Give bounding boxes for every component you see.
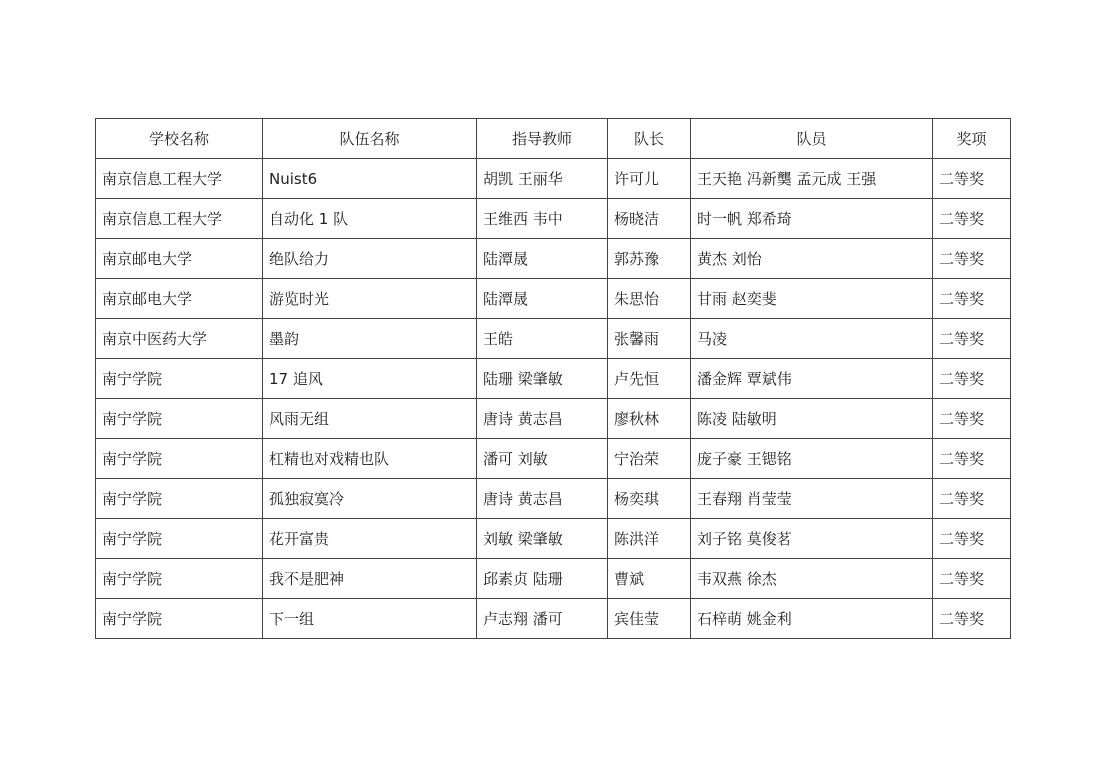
cell-school: 南宁学院 (96, 359, 263, 399)
cell-members: 黄杰 刘怡 (691, 239, 933, 279)
cell-coach: 胡凯 王丽华 (477, 159, 608, 199)
cell-captain: 廖秋林 (608, 399, 691, 439)
cell-coach: 唐诗 黄志昌 (477, 399, 608, 439)
cell-coach: 唐诗 黄志昌 (477, 479, 608, 519)
header-members: 队员 (691, 119, 933, 159)
cell-coach: 刘敏 梁肇敏 (477, 519, 608, 559)
cell-members: 甘雨 赵奕斐 (691, 279, 933, 319)
cell-team: 自动化 1 队 (263, 199, 477, 239)
cell-award: 二等奖 (933, 359, 1011, 399)
cell-coach: 卢志翔 潘可 (477, 599, 608, 639)
cell-coach: 王维西 韦中 (477, 199, 608, 239)
cell-members: 马凌 (691, 319, 933, 359)
cell-team: 风雨无组 (263, 399, 477, 439)
table-row (96, 559, 1011, 599)
cell-school: 南宁学院 (96, 399, 263, 439)
cell-members: 潘金辉 覃斌伟 (691, 359, 933, 399)
cell-captain: 杨晓洁 (608, 199, 691, 239)
table-row (96, 279, 1011, 319)
cell-school: 南京信息工程大学 (96, 159, 263, 199)
cell-school: 南宁学院 (96, 479, 263, 519)
cell-award: 二等奖 (933, 519, 1011, 559)
cell-team: 墨韵 (263, 319, 477, 359)
cell-captain: 杨奕琪 (608, 479, 691, 519)
cell-school: 南宁学院 (96, 599, 263, 639)
cell-school: 南宁学院 (96, 559, 263, 599)
header-school: 学校名称 (96, 119, 263, 159)
cell-members: 时一帆 郑希琦 (691, 199, 933, 239)
cell-coach: 陆珊 梁肇敏 (477, 359, 608, 399)
header-award: 奖项 (933, 119, 1011, 159)
cell-team: 下一组 (263, 599, 477, 639)
cell-team: 杠精也对戏精也队 (263, 439, 477, 479)
cell-award: 二等奖 (933, 399, 1011, 439)
cell-school: 南京邮电大学 (96, 239, 263, 279)
cell-captain: 宾佳莹 (608, 599, 691, 639)
cell-captain: 许可儿 (608, 159, 691, 199)
cell-members: 韦双燕 徐杰 (691, 559, 933, 599)
header-captain: 队长 (608, 119, 691, 159)
cell-award: 二等奖 (933, 199, 1011, 239)
cell-award: 二等奖 (933, 559, 1011, 599)
cell-coach: 陆潭晟 (477, 239, 608, 279)
cell-team: 绝队给力 (263, 239, 477, 279)
cell-members: 陈凌 陆敏明 (691, 399, 933, 439)
awards-table (95, 118, 1011, 639)
table-row (96, 159, 1011, 199)
cell-members: 王春翔 肖莹莹 (691, 479, 933, 519)
table-row (96, 599, 1011, 639)
cell-captain: 郭苏豫 (608, 239, 691, 279)
cell-award: 二等奖 (933, 599, 1011, 639)
cell-members: 王天艳 冯新龑 孟元成 王强 (691, 159, 933, 199)
cell-members: 庞子豪 王锶铭 (691, 439, 933, 479)
cell-members: 刘子铭 莫俊茗 (691, 519, 933, 559)
cell-team: 我不是肥神 (263, 559, 477, 599)
cell-captain: 宁治荣 (608, 439, 691, 479)
cell-award: 二等奖 (933, 479, 1011, 519)
cell-award: 二等奖 (933, 239, 1011, 279)
cell-school: 南京信息工程大学 (96, 199, 263, 239)
table-row (96, 239, 1011, 279)
cell-award: 二等奖 (933, 439, 1011, 479)
table-row (96, 519, 1011, 559)
cell-coach: 潘可 刘敏 (477, 439, 608, 479)
header-coach: 指导教师 (477, 119, 608, 159)
cell-coach: 陆潭晟 (477, 279, 608, 319)
cell-captain: 朱思怡 (608, 279, 691, 319)
table-row (96, 319, 1011, 359)
table-body (96, 159, 1011, 639)
cell-award: 二等奖 (933, 319, 1011, 359)
cell-captain: 张馨雨 (608, 319, 691, 359)
header-team: 队伍名称 (263, 119, 477, 159)
cell-school: 南京邮电大学 (96, 279, 263, 319)
table-row (96, 199, 1011, 239)
table-row (96, 359, 1011, 399)
cell-captain: 曹斌 (608, 559, 691, 599)
table-row (96, 399, 1011, 439)
cell-coach: 邱素贞 陆珊 (477, 559, 608, 599)
cell-captain: 卢先恒 (608, 359, 691, 399)
cell-award: 二等奖 (933, 279, 1011, 319)
cell-team: 游览时光 (263, 279, 477, 319)
cell-award: 二等奖 (933, 159, 1011, 199)
cell-members: 石梓萌 姚金利 (691, 599, 933, 639)
cell-team: 孤独寂寞冷 (263, 479, 477, 519)
table-header-row (96, 119, 1011, 159)
cell-school: 南宁学院 (96, 519, 263, 559)
cell-school: 南京中医药大学 (96, 319, 263, 359)
table-row (96, 439, 1011, 479)
table-row (96, 479, 1011, 519)
cell-school: 南宁学院 (96, 439, 263, 479)
cell-team: 17 追风 (263, 359, 477, 399)
cell-coach: 王皓 (477, 319, 608, 359)
cell-captain: 陈洪洋 (608, 519, 691, 559)
cell-team: Nuist6 (263, 159, 477, 199)
cell-team: 花开富贵 (263, 519, 477, 559)
